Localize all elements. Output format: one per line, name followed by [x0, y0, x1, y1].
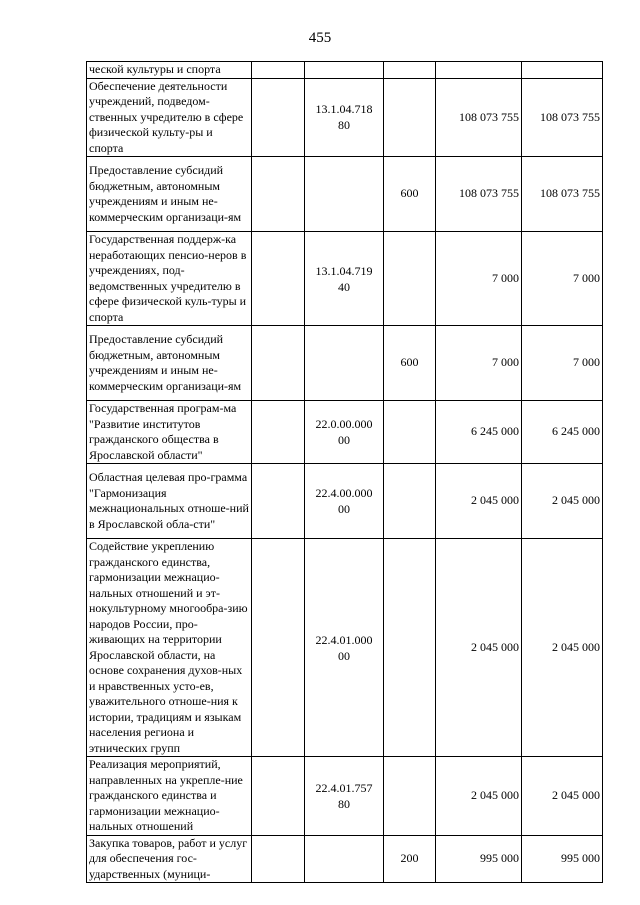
table-row — [87, 232, 603, 326]
table-row — [87, 464, 603, 539]
expense-type-cell — [384, 464, 436, 539]
empty-cell — [252, 757, 305, 836]
amount-cell-2: 108 073 755 — [522, 157, 603, 232]
target-code-cell — [305, 326, 384, 401]
empty-cell — [252, 835, 305, 883]
amount-cell-1: 2 045 000 — [436, 757, 522, 836]
target-code-cell — [305, 157, 384, 232]
target-code-cell — [305, 62, 384, 79]
amount-cell-2: 2 045 000 — [522, 539, 603, 757]
amount-cell-1: 995 000 — [436, 835, 522, 883]
amount-cell-1: 7 000 — [436, 326, 522, 401]
amount-cell-2 — [522, 62, 603, 79]
amount-cell-1: 108 073 755 — [436, 78, 522, 157]
amount-cell-2: 2 045 000 — [522, 757, 603, 836]
target-code-cell: 22.4.01.000 00 — [305, 539, 384, 757]
item-name-cell: ческой культуры и спорта — [87, 62, 252, 79]
empty-cell — [252, 78, 305, 157]
item-name-cell: Содействие укреплению гражданского единства, гармонизации межнацио-нальных отношений и эт-нокультурному многообра-зию народов России, про-живающих на территории Ярославской области, на основе сохранения духов-ных и нравственных усто-ев, уважительного отноше-ния к истории, традициям и языкам населения региона и этнических групп — [87, 539, 252, 757]
page-number: 455 — [308, 30, 332, 46]
amount-cell-2: 2 045 000 — [522, 464, 603, 539]
amount-cell-2: 7 000 — [522, 232, 603, 326]
target-code-cell: 13.1.04.718 80 — [305, 78, 384, 157]
target-code-cell: 22.0.00.000 00 — [305, 401, 384, 464]
empty-cell — [252, 539, 305, 757]
amount-cell-2: 7 000 — [522, 326, 603, 401]
item-name-cell: Государственная програм-ма "Развитие институтов гражданского общества в Ярославской области" — [87, 401, 252, 464]
expense-type-cell — [384, 232, 436, 326]
expense-type-cell: 200 — [384, 835, 436, 883]
expense-type-cell — [384, 62, 436, 79]
target-code-cell — [305, 835, 384, 883]
table-row — [87, 539, 603, 757]
empty-cell — [252, 157, 305, 232]
amount-cell-1: 7 000 — [436, 232, 522, 326]
expense-type-cell — [384, 78, 436, 157]
empty-cell — [252, 232, 305, 326]
table-row — [87, 401, 603, 464]
expense-type-cell: 600 — [384, 326, 436, 401]
item-name-cell: Областная целевая про-грамма "Гармонизация межнациональных отноше-ний в Ярославской обла-сти" — [87, 464, 252, 539]
expense-type-cell: 600 — [384, 157, 436, 232]
empty-cell — [252, 62, 305, 79]
item-name-cell: Обеспечение деятельности учреждений, подведом-ственных учредителю в сфере физической культу-ры и спорта — [87, 78, 252, 157]
table-row — [87, 326, 603, 401]
item-name-cell: Предоставление субсидий бюджетным, автономным учреждениям и иным не-коммерческим организаци-ям — [87, 157, 252, 232]
empty-cell — [252, 464, 305, 539]
item-name-cell: Закупка товаров, работ и услуг для обеспечения гос-ударственных (муници- — [87, 835, 252, 883]
item-name-cell: Реализация мероприятий, направленных на укрепле-ние гражданского единства и гармонизации межнацио-нальных отношений — [87, 757, 252, 836]
target-code-cell: 22.4.01.757 80 — [305, 757, 384, 836]
item-name-cell: Государственная поддерж-ка неработающих пенсио-неров в учреждениях, под-ведомственных учредителю в сфере физической куль-туры и спорта — [87, 232, 252, 326]
table-row — [87, 78, 603, 157]
amount-cell-1: 2 045 000 — [436, 539, 522, 757]
expense-type-cell — [384, 757, 436, 836]
table-row — [87, 157, 603, 232]
amount-cell-1: 6 245 000 — [436, 401, 522, 464]
expense-type-cell — [384, 401, 436, 464]
item-name-cell: Предоставление субсидий бюджетным, автономным учреждениям и иным не-коммерческим организаци-ям — [87, 326, 252, 401]
empty-cell — [252, 326, 305, 401]
amount-cell-2: 108 073 755 — [522, 78, 603, 157]
amount-cell-2: 995 000 — [522, 835, 603, 883]
table-row — [87, 757, 603, 836]
amount-cell-2: 6 245 000 — [522, 401, 603, 464]
budget-table — [86, 61, 603, 883]
empty-cell — [252, 401, 305, 464]
amount-cell-1: 2 045 000 — [436, 464, 522, 539]
table-row — [87, 835, 603, 883]
target-code-cell: 13.1.04.719 40 — [305, 232, 384, 326]
amount-cell-1 — [436, 62, 522, 79]
amount-cell-1: 108 073 755 — [436, 157, 522, 232]
expense-type-cell — [384, 539, 436, 757]
budget-table-body — [87, 62, 603, 883]
table-row — [87, 62, 603, 79]
target-code-cell: 22.4.00.000 00 — [305, 464, 384, 539]
